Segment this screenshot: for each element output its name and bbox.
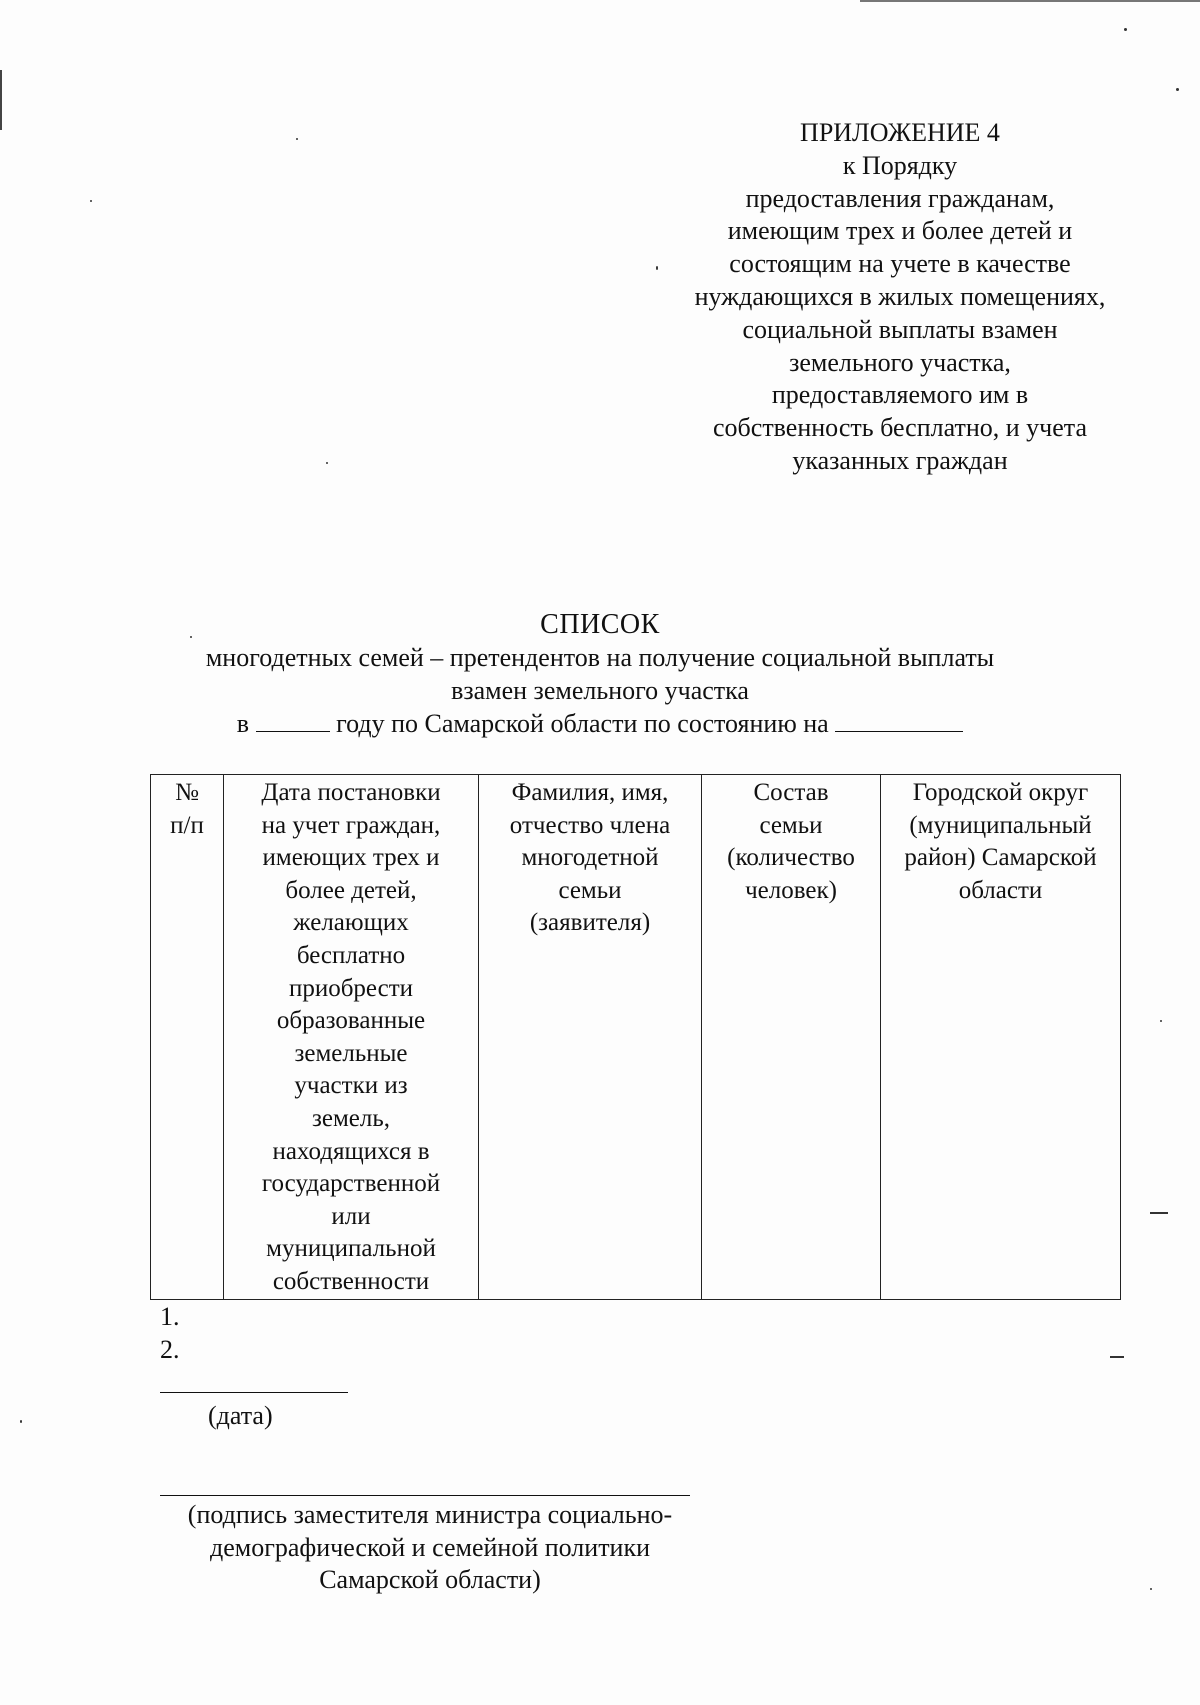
- table-header-text: (муниципальный: [909, 811, 1092, 839]
- table-header-text: имеющих трех и: [262, 844, 440, 872]
- appendix-line: состоящим на учете в качестве: [729, 249, 1071, 279]
- table-header-row: [151, 775, 1121, 1300]
- scan-speck: [1124, 28, 1127, 31]
- document-subtitle: многодетных семей – претендентов на получение социальной выплаты: [205, 643, 995, 672]
- table-header-text: п/п: [170, 811, 204, 839]
- scan-speck: [1150, 1212, 1168, 1214]
- table-header-text: или: [331, 1202, 371, 1230]
- period-prefix: в: [236, 709, 250, 738]
- table-header-cell: [702, 775, 881, 1300]
- appendix-line: нуждающихся в жилых помещениях,: [694, 281, 1106, 311]
- table-header-text: участки из: [294, 1072, 408, 1100]
- appendix-line: указанных граждан: [792, 445, 1008, 475]
- scan-speck: [1176, 88, 1179, 91]
- scan-edge-mark: [0, 70, 2, 130]
- table-header-text: образованные: [276, 1007, 426, 1035]
- scan-speck: [326, 462, 328, 464]
- table-header-text: области: [958, 876, 1043, 904]
- year-blank-field[interactable]: [256, 707, 330, 732]
- table-header-text: желающих: [293, 909, 409, 937]
- list-item-number: 1.: [160, 1302, 180, 1331]
- table-header-text: собственности: [272, 1267, 430, 1295]
- document-title: СПИСОК: [540, 609, 660, 640]
- table-header-text: Фамилия, имя,: [511, 779, 669, 806]
- table-header-text: человек): [745, 876, 837, 904]
- table-header-text: находящихся в: [272, 1137, 430, 1165]
- date-signature-line[interactable]: [160, 1392, 348, 1393]
- list-item-number: 2.: [160, 1335, 180, 1364]
- scan-speck: [296, 138, 298, 140]
- scan-speck: [656, 266, 658, 270]
- appendix-line: ПРИЛОЖЕНИЕ 4: [800, 118, 1000, 147]
- table-header-cell: [151, 775, 224, 1300]
- appendix-block: [660, 117, 1140, 478]
- table-header-text: семьи: [558, 876, 622, 904]
- table-header-text: многодетной: [521, 844, 659, 872]
- table-header-cell: [479, 775, 702, 1300]
- table-header-text: Городской округ: [912, 779, 1089, 806]
- table-header-text: приобрести: [288, 974, 414, 1002]
- appendix-line: предоставления гражданам,: [745, 183, 1055, 213]
- numbered-rows: [160, 1300, 180, 1366]
- date-label: (дата): [208, 1401, 273, 1430]
- table-header-cell: [224, 775, 479, 1300]
- signature-label: [150, 1499, 710, 1597]
- table-header-text: район) Самарской: [904, 844, 1097, 872]
- signature-line[interactable]: [160, 1495, 690, 1496]
- table-header-text: Дата постановки: [261, 779, 441, 806]
- list-heading: [150, 608, 1050, 740]
- scan-speck: [20, 1420, 22, 1423]
- signature-label-line: Самарской области): [319, 1565, 541, 1594]
- table-header-text: государственной: [261, 1170, 441, 1198]
- scan-edge-mark: [860, 0, 1200, 2]
- table-header-text: на учет граждан,: [261, 811, 441, 839]
- appendix-line: предоставляемого им в: [771, 380, 1029, 410]
- table-header-text: №: [175, 779, 199, 806]
- scan-speck: [1160, 1020, 1162, 1022]
- table-header-text: бесплатно: [296, 941, 406, 969]
- table-header-text: (заявителя): [529, 909, 651, 937]
- scan-speck: [90, 200, 92, 202]
- table-header-cell: [881, 775, 1121, 1300]
- table-header-text: Состав: [753, 779, 829, 806]
- signature-label-line: (подпись заместителя министра социально-: [187, 1500, 673, 1529]
- appendix-line: собственность бесплатно, и учета: [713, 413, 1087, 443]
- appendix-line: имеющим трех и более детей и: [727, 216, 1073, 246]
- scan-speck: [1150, 1588, 1152, 1590]
- appendix-line: земельного участка,: [789, 347, 1011, 377]
- table-header-text: земель,: [311, 1104, 390, 1132]
- table-header-text: (количество: [727, 844, 855, 872]
- table-header-text: более детей,: [285, 876, 417, 904]
- table-header-text: семьи: [759, 811, 823, 839]
- appendix-line: к Порядку: [842, 150, 958, 180]
- period-line: [150, 707, 1050, 740]
- scan-speck: [1110, 1356, 1124, 1358]
- table-header-text: муниципальной: [266, 1235, 436, 1263]
- families-table: [150, 774, 1121, 1300]
- table-header-text: отчество члена: [509, 811, 671, 839]
- period-text: году по Самарской области по состоянию на: [336, 709, 829, 738]
- appendix-line: социальной выплаты взамен: [742, 314, 1058, 344]
- document-subtitle: взамен земельного участка: [451, 676, 749, 705]
- table-header-text: земельные: [294, 1039, 408, 1067]
- signature-label-line: демографической и семейной политики: [209, 1532, 651, 1562]
- date-blank-field[interactable]: [835, 707, 963, 732]
